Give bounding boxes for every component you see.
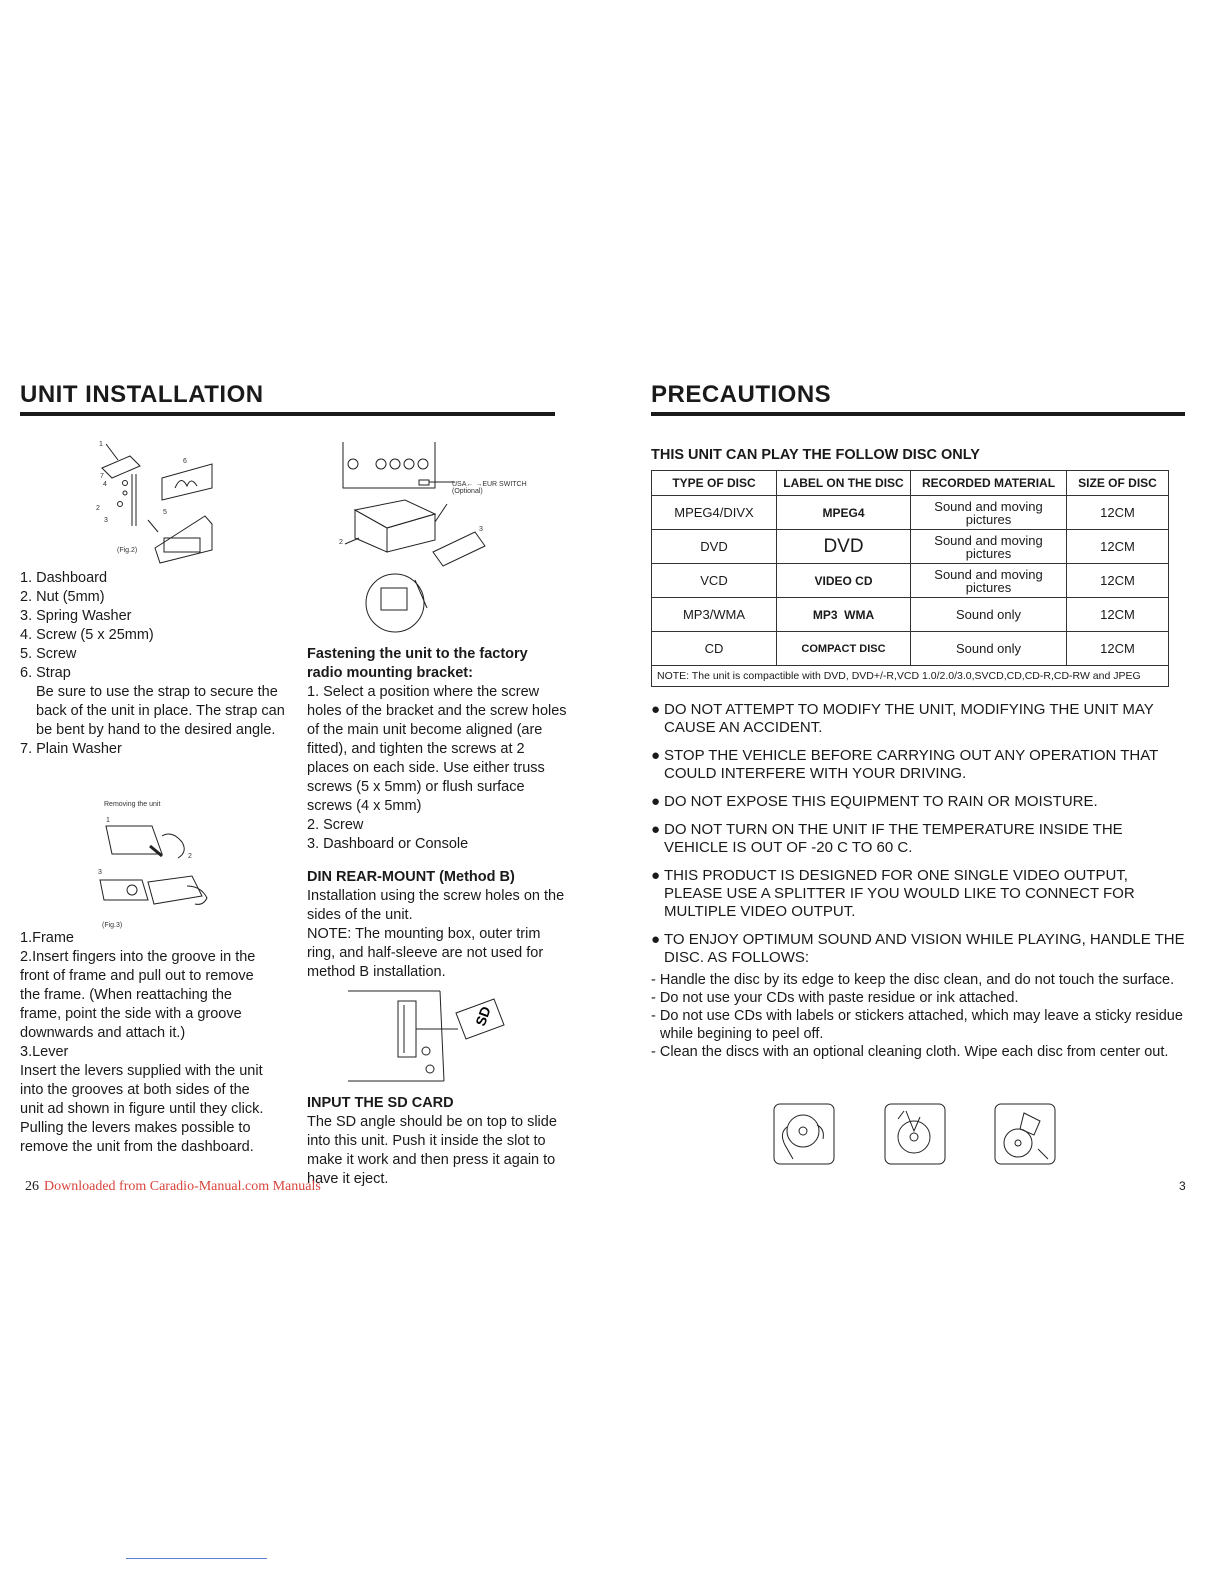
cell-material: Sound and moving pictures <box>911 564 1067 598</box>
part-item: 2. Nut (5mm) <box>20 589 105 605</box>
fastening-heading: Fastening the unit to the factory radio mounting bracket: <box>307 646 528 681</box>
cell-size: 12CM <box>1067 496 1169 530</box>
parts-list <box>20 569 285 759</box>
disc-subheading: THIS UNIT CAN PLAY THE FOLLOW DISC ONLY <box>651 447 980 463</box>
sd-heading: INPUT THE SD CARD <box>307 1095 454 1111</box>
removal-item: 3.Lever <box>20 1044 69 1060</box>
bullet-icon: ● <box>651 931 661 948</box>
precaution-text: DO NOT TURN ON THE UNIT IF THE TEMPERATURE INSIDE THE VEHICLE IS OUT OF -20 C TO 60 C. <box>664 821 1123 856</box>
handling-item: - Handle the disc by its edge to keep the disc clean, and do not touch the surface. <box>651 972 1175 988</box>
fig2-callout: 7 <box>100 473 104 480</box>
part-item: 1. Dashboard <box>20 570 108 586</box>
removal-item: 1.Frame <box>20 930 74 946</box>
precaution-item <box>651 793 1186 811</box>
precaution-text: TO ENJOY OPTIMUM SOUND AND VISION WHILE PLAYING, HANDLE THE DISC. AS FOLLOWS: <box>664 931 1185 966</box>
handling-list <box>651 971 1186 1061</box>
switch-sublabel: (Optional) <box>452 488 483 495</box>
part-item: 4. Screw (5 x 25mm) <box>20 627 154 643</box>
divider-line <box>126 1558 267 1559</box>
table-row <box>652 564 1169 598</box>
table-note-row <box>652 666 1169 687</box>
cell-size: 12CM <box>1067 598 1169 632</box>
fig2-illustration <box>90 438 230 568</box>
fastening-step: 3. Dashboard or Console <box>307 836 469 852</box>
table-header: RECORDED MATERIAL <box>911 471 1067 496</box>
cell-label: COMPACT DISC <box>777 632 911 666</box>
fig2-callout: 1 <box>99 441 103 448</box>
cell-type: MP3/WMA <box>652 598 777 632</box>
bullet-icon: ● <box>651 701 661 718</box>
bullet-icon: ● <box>651 867 661 884</box>
cell-label: MPEG4 <box>777 496 911 530</box>
table-row <box>652 496 1169 530</box>
precaution-item <box>651 821 1186 857</box>
cell-type: DVD <box>652 530 777 564</box>
disc-clean-icon <box>994 1103 1056 1165</box>
cell-type: VCD <box>652 564 777 598</box>
page-number-right: 3 <box>1179 1179 1186 1193</box>
fig2-callout: 6 <box>183 458 187 465</box>
fig2-callout: 3 <box>104 517 108 524</box>
table-row <box>652 632 1169 666</box>
title-rule-right <box>651 412 1185 416</box>
unit-installation-title: UNIT INSTALLATION <box>20 381 264 408</box>
cell-size: 12CM <box>1067 530 1169 564</box>
table-row <box>652 598 1169 632</box>
part-item: 3. Spring Washer <box>20 608 132 624</box>
fig3-callout: 1 <box>106 817 110 824</box>
din-note: NOTE: The mounting box, outer trim ring, and half-sleeve are not used for method B installation. <box>307 926 544 980</box>
rear-callout: 2 <box>339 539 343 546</box>
fig3-callout: 2 <box>188 853 192 860</box>
cell-size: 12CM <box>1067 632 1169 666</box>
fig2-caption: (Fig.2) <box>117 547 138 554</box>
cell-material: Sound only <box>911 632 1067 666</box>
precaution-list <box>651 701 1186 977</box>
table-header: TYPE OF DISC <box>652 471 777 496</box>
fig2-callout: 4 <box>103 481 107 488</box>
strap-note: Be sure to use the strap to secure the back of the unit in place. The strap can be bent by hand to the desired angle. <box>36 684 285 738</box>
cell-type: MPEG4/DIVX <box>652 496 777 530</box>
fig2-callout: 5 <box>163 509 167 516</box>
title-rule-left <box>20 412 555 416</box>
precautions-title: PRECAUTIONS <box>651 381 832 408</box>
removal-item: 2.Insert fingers into the groove in the front of frame and pull out to remove the frame. (When reattaching the frame, point the side with a groove downwards and attach it.) <box>20 949 256 1041</box>
sd-card-label: SD <box>472 1004 494 1028</box>
page-number-left: 26 <box>25 1179 39 1194</box>
bullet-icon: ● <box>651 793 661 810</box>
removal-instructions <box>20 929 275 1157</box>
precaution-text: DO NOT EXPOSE THIS EQUIPMENT TO RAIN OR MOISTURE. <box>664 793 1098 810</box>
fastening-step: 1. Select a position where the screw holes of the bracket and the screw holes of the main unit become aligned (are fitted), and tighten the screws at 2 places on each side. Use either truss screws (5 x 5mm) or flush surface screws (4 x 5mm) <box>307 684 567 814</box>
din-heading: DIN REAR-MOUNT (Method B) <box>307 869 515 885</box>
cell-label: VIDEO CD <box>777 564 911 598</box>
cell-type: CD <box>652 632 777 666</box>
bullet-icon: ● <box>651 747 661 764</box>
fig3-callout: 3 <box>98 869 102 876</box>
fastening-step: 2. Screw <box>307 817 364 833</box>
cell-label: MP3 WMA <box>777 598 911 632</box>
footer-link[interactable]: Downloaded from Caradio-Manual.com Manuals <box>44 1179 321 1194</box>
disc-touch-icon <box>884 1103 946 1165</box>
fig2-callout: 2 <box>96 505 100 512</box>
table-header: SIZE OF DISC <box>1067 471 1169 496</box>
fig3-illustration <box>92 796 222 931</box>
removal-item: Insert the levers supplied with the unit into the grooves at both sides of the unit ad shown in figure until they click. Pulling the levers makes possible to remove the unit from the dashboard. <box>20 1063 264 1155</box>
bullet-icon: ● <box>651 821 661 838</box>
disc-table <box>651 470 1169 687</box>
precaution-item <box>651 747 1186 783</box>
table-header-row <box>652 471 1169 496</box>
part-item: 7. Plain Washer <box>20 741 122 757</box>
cell-material: Sound and moving pictures <box>911 530 1067 564</box>
cell-size: 12CM <box>1067 564 1169 598</box>
table-row <box>652 530 1169 564</box>
switch-label: USA← →EUR SWITCH <box>452 481 527 488</box>
fig3-caption: (Fig.3) <box>102 922 123 929</box>
precaution-item <box>651 867 1186 921</box>
sd-card-illustration <box>348 985 518 1085</box>
handling-item: - Do not use your CDs with paste residue or ink attached. <box>651 990 1019 1006</box>
precaution-text: DO NOT ATTEMPT TO MODIFY THE UNIT, MODIFYING THE UNIT MAY CAUSE AN ACCIDENT. <box>664 701 1154 736</box>
precaution-text: STOP THE VEHICLE BEFORE CARRYING OUT ANY OPERATION THAT COULD INTERFERE WITH YOUR DRIVING. <box>664 747 1159 782</box>
fastening-section <box>307 645 567 982</box>
disc-edge-icon <box>773 1103 835 1165</box>
table-header: LABEL ON THE DISC <box>777 471 911 496</box>
sd-text: The SD angle should be on top to slide into this unit. Push it inside the slot to make it work and then press it again to have it eject. <box>307 1114 557 1187</box>
handling-item: - Do not use CDs with labels or stickers attached, which may leave a sticky residue while begining to peel off. <box>651 1008 1183 1042</box>
din-text: Installation using the screw holes on the sides of the unit. <box>307 888 565 923</box>
rear-mount-illustration <box>335 440 555 645</box>
precaution-item <box>651 701 1186 737</box>
cell-material: Sound only <box>911 598 1067 632</box>
cell-label: DVD <box>777 530 911 564</box>
sd-section <box>307 1094 567 1189</box>
cell-material: Sound and moving pictures <box>911 496 1067 530</box>
part-item: 5. Screw <box>20 646 77 662</box>
handling-item: - Clean the discs with an optional cleaning cloth. Wipe each disc from center out. <box>651 1044 1169 1060</box>
table-note: NOTE: The unit is compactible with DVD, DVD+/-R,VCD 1.0/2.0/3.0,SVCD,CD,CD-R,CD-RW and JPEG <box>652 666 1169 687</box>
part-item: 6. Strap <box>20 665 71 681</box>
disc-table-wrap <box>651 470 1169 687</box>
precaution-item <box>651 931 1186 967</box>
rear-callout: 3 <box>479 526 483 533</box>
fig3-title: Removing the unit <box>104 801 161 808</box>
precaution-text: THIS PRODUCT IS DESIGNED FOR ONE SINGLE VIDEO OUTPUT, PLEASE USE A SPLITTER IF YOU WOULD LIKE TO CONNECT FOR MULTIPLE VIDEO OUTPUT. <box>664 867 1135 920</box>
